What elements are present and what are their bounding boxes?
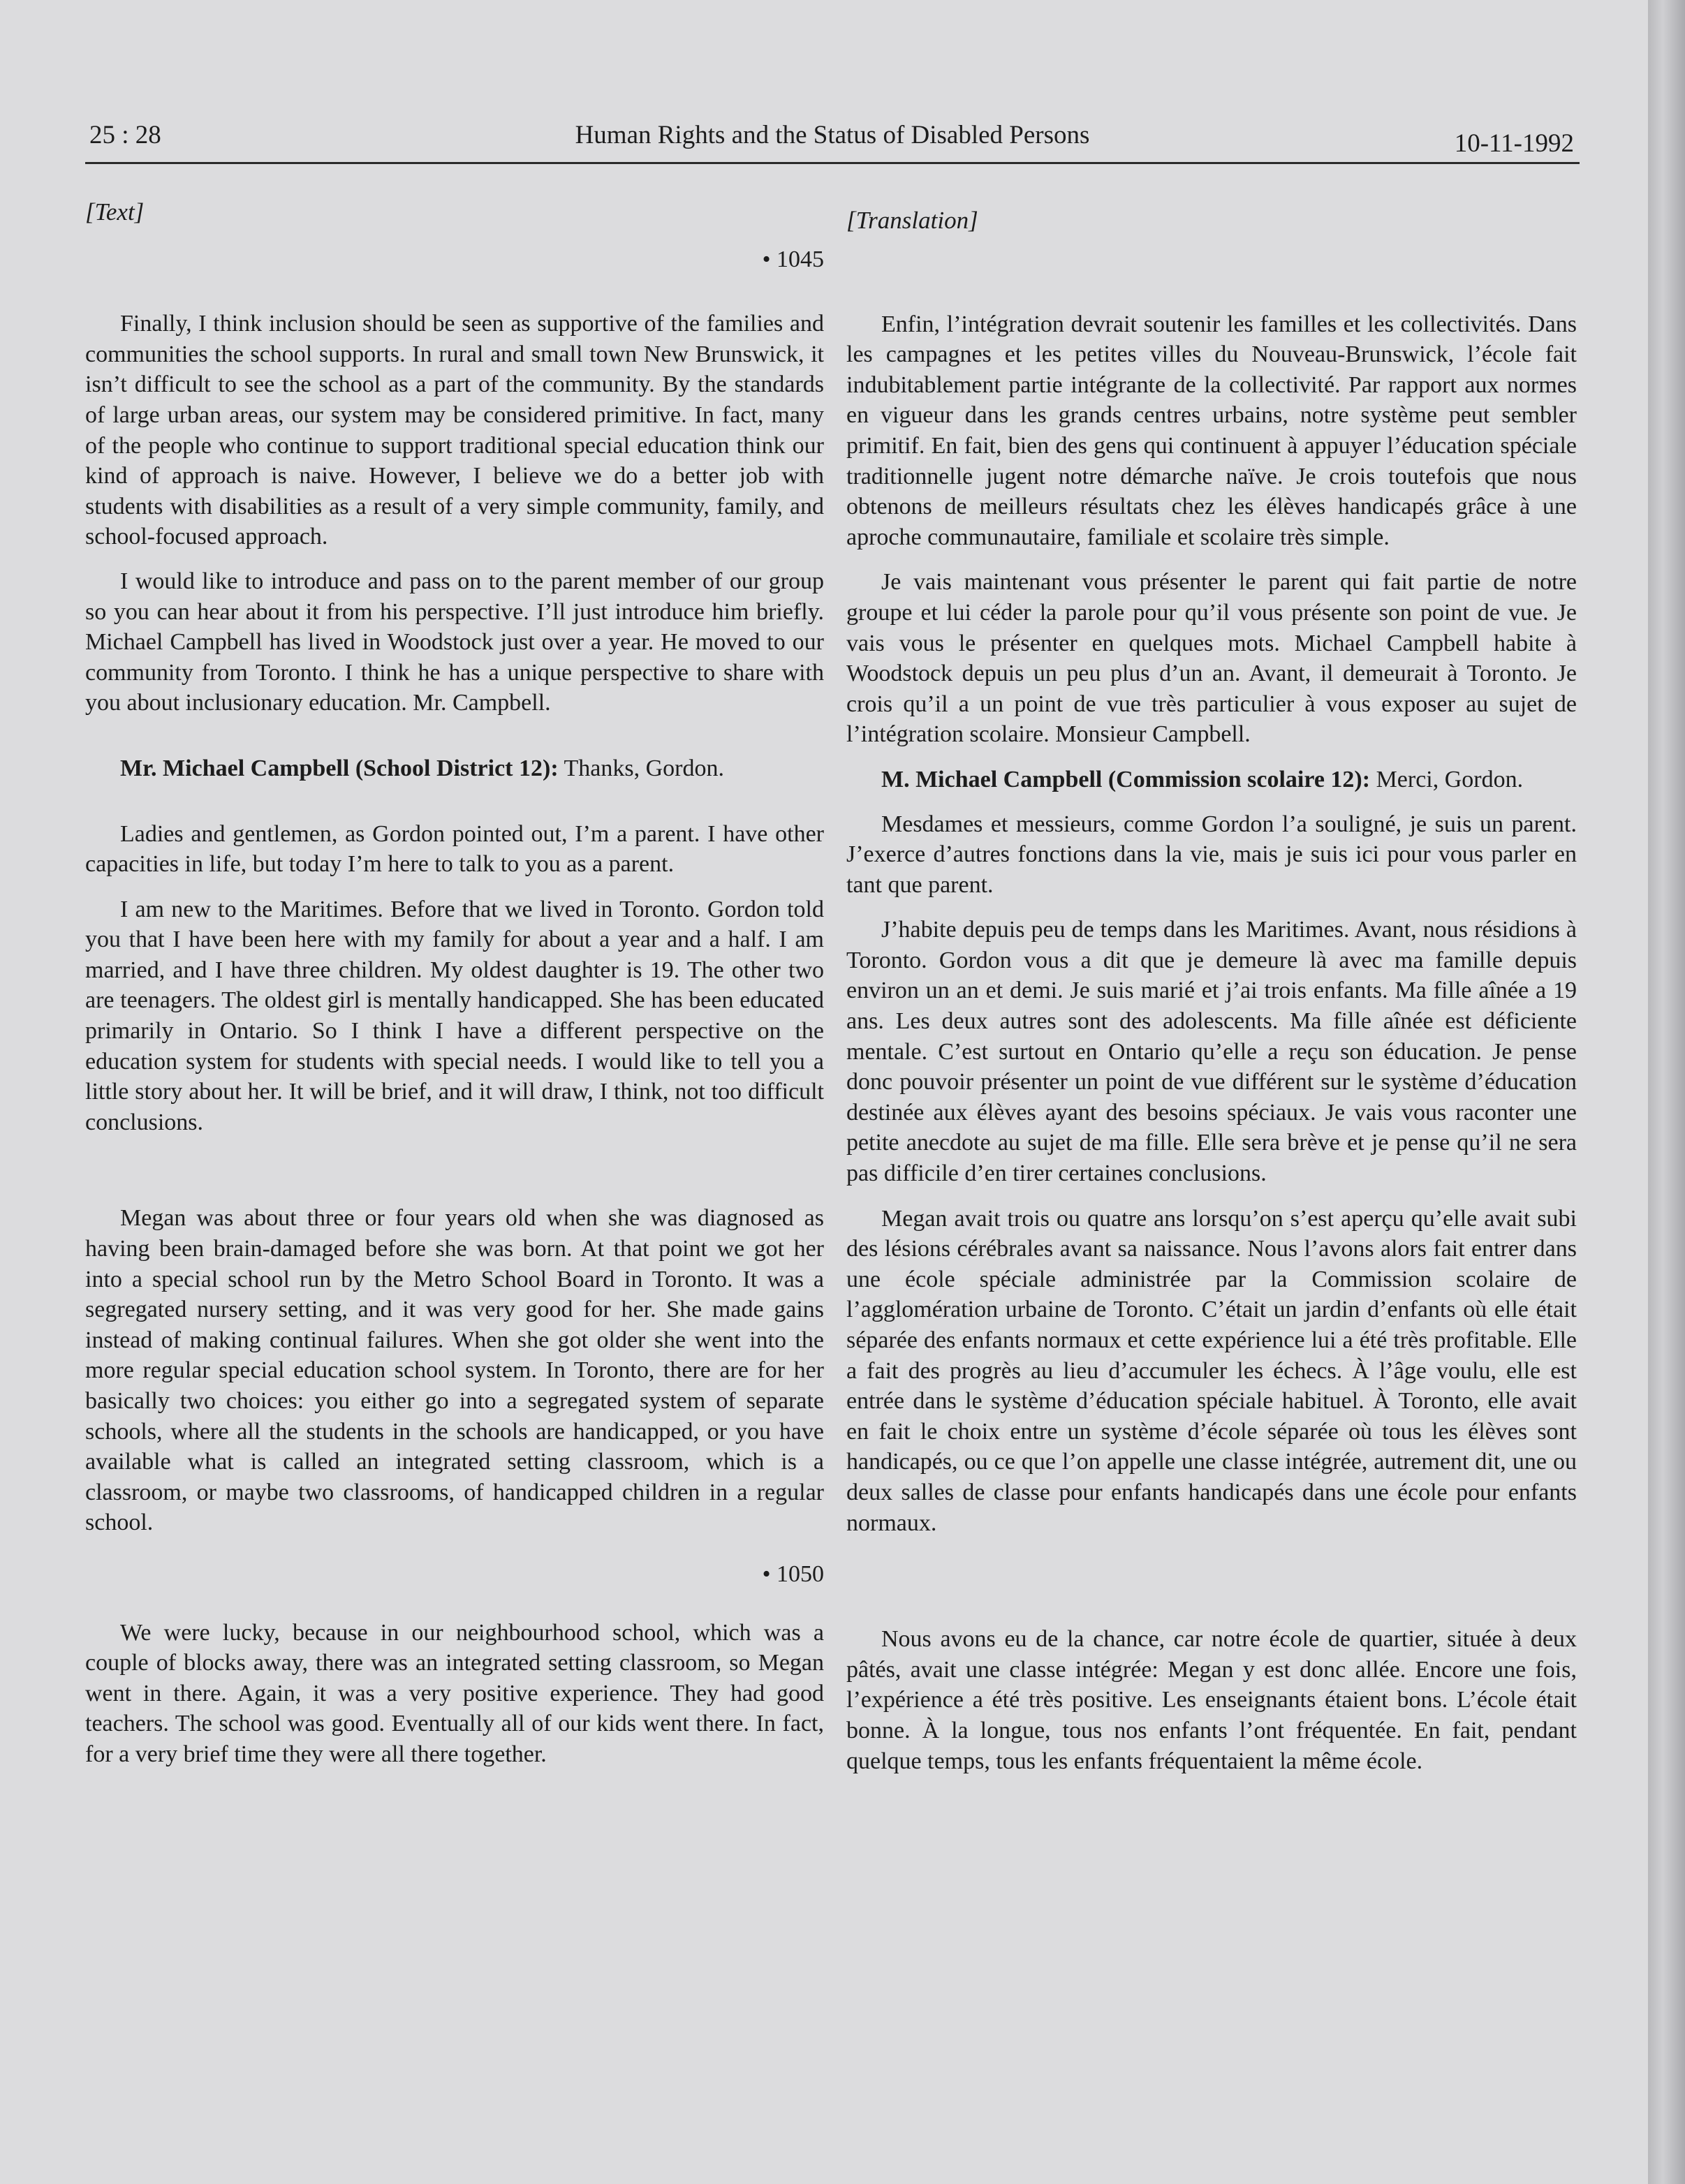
en-speaker-line bbox=[85, 753, 824, 784]
translation-label: [Translation] bbox=[846, 207, 978, 234]
fr-paragraph-6: Nous avons eu de la chance, car notre école de quartier, située à deux pâtés, avait une classe intégrée: Megan y est donc allée. Encore une fois, l’expérience a été très positive. Les enseignants étaient bons. L’école était bonne. À la longue, tous nos enfants l’ont fréquentée. En fait, pendant quelque temps, tous les enfants fréquentaient la même école. bbox=[846, 1626, 1577, 1774]
english-column bbox=[85, 197, 824, 1770]
document-title: Human Rights and the Status of Disabled Persons bbox=[575, 121, 1090, 149]
page-edge-shadow bbox=[1648, 0, 1685, 2184]
page-header bbox=[85, 120, 1580, 164]
fr-paragraph-2: Je vais maintenant vous présenter le parent qui fait partie de notre groupe et lui céder la parole pour qu’il vous présente son point de vue. Je vais vous le présenter en quelques mots. Michael Campbell habite à Woodstock depuis un peu plus d’un an. Avant, il demeurait à Toronto. Je crois qu’il a un point de vue très particulier à vous exposer au sujet de l’intégration scolaire. Monsieur Campbell. bbox=[846, 569, 1577, 748]
time-marker-1045: • 1045 bbox=[762, 246, 824, 272]
en-paragraph-5: Megan was about three or four years old when she was diagnosed as having been brain-damaged before she was born. At that point we got her into a special school run by the Metro School Board in Toronto. It was a segregated nursery setting, and it was very good for her. She made gains instead of making continual failures. When she got older she went into the more regular special education school system. In Toronto, there are for her basically two choices: you either go into a segregated system of separate schools, where all the students in the schools are handicapped, or you have available what is called an integrated setting classroom, which is a classroom, or maybe two classrooms, of handicapped children in a regular school. bbox=[85, 1205, 824, 1536]
en-speaker-text: Thanks, Gordon. bbox=[558, 755, 724, 781]
fr-speaker-text: Merci, Gordon. bbox=[1370, 766, 1524, 792]
fr-speaker-name: M. Michael Campbell (Commission scolaire 12): bbox=[881, 766, 1371, 792]
fr-paragraph-4: J’habite depuis peu de temps dans les Maritimes. Avant, nous résidions à Toronto. Gordon vous a dit que je demeure là avec ma famille depuis environ un an et demi. Je suis marié et j’ai trois enfants. Ma fille aînée a 19 ans. Les deux autres sont des adolescents. Ma fille aînée est déficiente mentale. C’est surtout en Ontario qu’elle a reçu son éducation. Je pense donc pouvoir présenter un point de vue différent sur le système d’éducation destinée aux élèves ayant des besoins spéciaux. Je vais vous raconter une petite anecdote au sujet de ma fille. Elle sera brève et je pense qu’il ne sera pas difficile d’en tirer certaines conclusions. bbox=[846, 917, 1577, 1187]
en-paragraph-4: I am new to the Maritimes. Before that we lived in Toronto. Gordon told you that I have been here with my family for about a year and a half. I am married, and I have three children. My oldest daughter is 19. The other two are teenagers. The oldest girl is mentally handicapped. She has been educated primarily in Ontario. So I think I have a different perspective on the education system for students with special needs. I would like to tell you a little story about her. It will be brief, and it will draw, I think, not too difficult conclusions. bbox=[85, 896, 824, 1135]
en-paragraph-3: Ladies and gentlemen, as Gordon pointed out, I’m a parent. I have other capacities in life, but today I’m here to talk to you as a parent. bbox=[85, 820, 824, 878]
en-paragraph-1: Finally, I think inclusion should be seen as supportive of the families and communities the school supports. In rural and small town New Brunswick, it isn’t difficult to see the school as a part of the community. By the standards of large urban areas, our system may be considered primitive. In fact, many of the people who continue to support traditional special education think our kind of approach is naive. However, I believe we do a better job with students with disabilities as a result of a very simple community, family, and school-focused approach. bbox=[85, 311, 824, 550]
en-paragraph-2: I would like to introduce and pass on to the parent member of our group so you can hear about it from his perspective. I’ll just introduce him briefly. Michael Campbell has lived in Woodstock just over a year. He moved to our community from Toronto. I think he has a unique perspective to share with you about inclusionary education. Mr. Campbell. bbox=[85, 568, 824, 716]
fr-paragraph-5: Megan avait trois ou quatre ans lorsqu’on s’est aperçu qu’elle avait subi des lésions cérébrales avant sa naissance. Nous l’avons alors fait entrer dans une école spéciale administrée par la Commission scolaire de l’agglomération urbaine de Toronto. C’était un jardin d’enfants où elle était séparée des enfants normaux et cette expérience lui a été très profitable. Elle a fait des progrès au lieu d’accumuler les échecs. À l’âge voulu, elle est entrée dans le système d’éducation spéciale habituel. À Toronto, elle avait en fait le choix entre un système d’école séparée où tous les élèves sont handicapés, ou ce que l’on appelle une classe intégrée, autrement dit, une ou deux salles de classe pour enfants handicapés dans une école pour enfants normaux. bbox=[846, 1205, 1577, 1536]
page-number: 25 : 28 bbox=[89, 121, 161, 149]
fr-paragraph-3: Mesdames et messieurs, comme Gordon l’a souligné, je suis un parent. J’exerce d’autres fonctions dans la vie, mais je suis ici pour vous parler en tant que parent. bbox=[846, 811, 1577, 898]
en-speaker-name: Mr. Michael Campbell (School District 12): bbox=[120, 755, 559, 781]
fr-speaker-line bbox=[846, 765, 1577, 795]
document-date: 10-11-1992 bbox=[1454, 129, 1574, 158]
text-label: [Text] bbox=[85, 198, 145, 226]
time-marker-1050: • 1050 bbox=[762, 1560, 824, 1587]
french-column bbox=[846, 197, 1577, 1776]
fr-paragraph-1: Enfin, l’intégration devrait soutenir les familles et les collectivités. Dans les campagnes et les petites villes du Nouveau-Brunswick, l’école fait indubitablement partie intégrante de la collectivité. Par rapport aux normes en vigueur dans les grands centres urbains, notre système peut sembler primitif. En fait, bien des gens qui continuent à appuyer l’éducation spéciale traditionnelle jugent notre démarche naïve. Je crois toutefois que nous obtenons de meilleurs résultats chez les élèves handicapés grâce à une aproche communautaire, familiale et scolaire très simple. bbox=[846, 311, 1577, 550]
en-paragraph-6: We were lucky, because in our neighbourhood school, which was a couple of blocks away, there was an integrated setting classroom, so Megan went in there. Again, it was a very positive experience. They had good teachers. The school was good. Eventually all of our kids went there. In fact, for a very brief time they were all there together. bbox=[85, 1619, 824, 1767]
